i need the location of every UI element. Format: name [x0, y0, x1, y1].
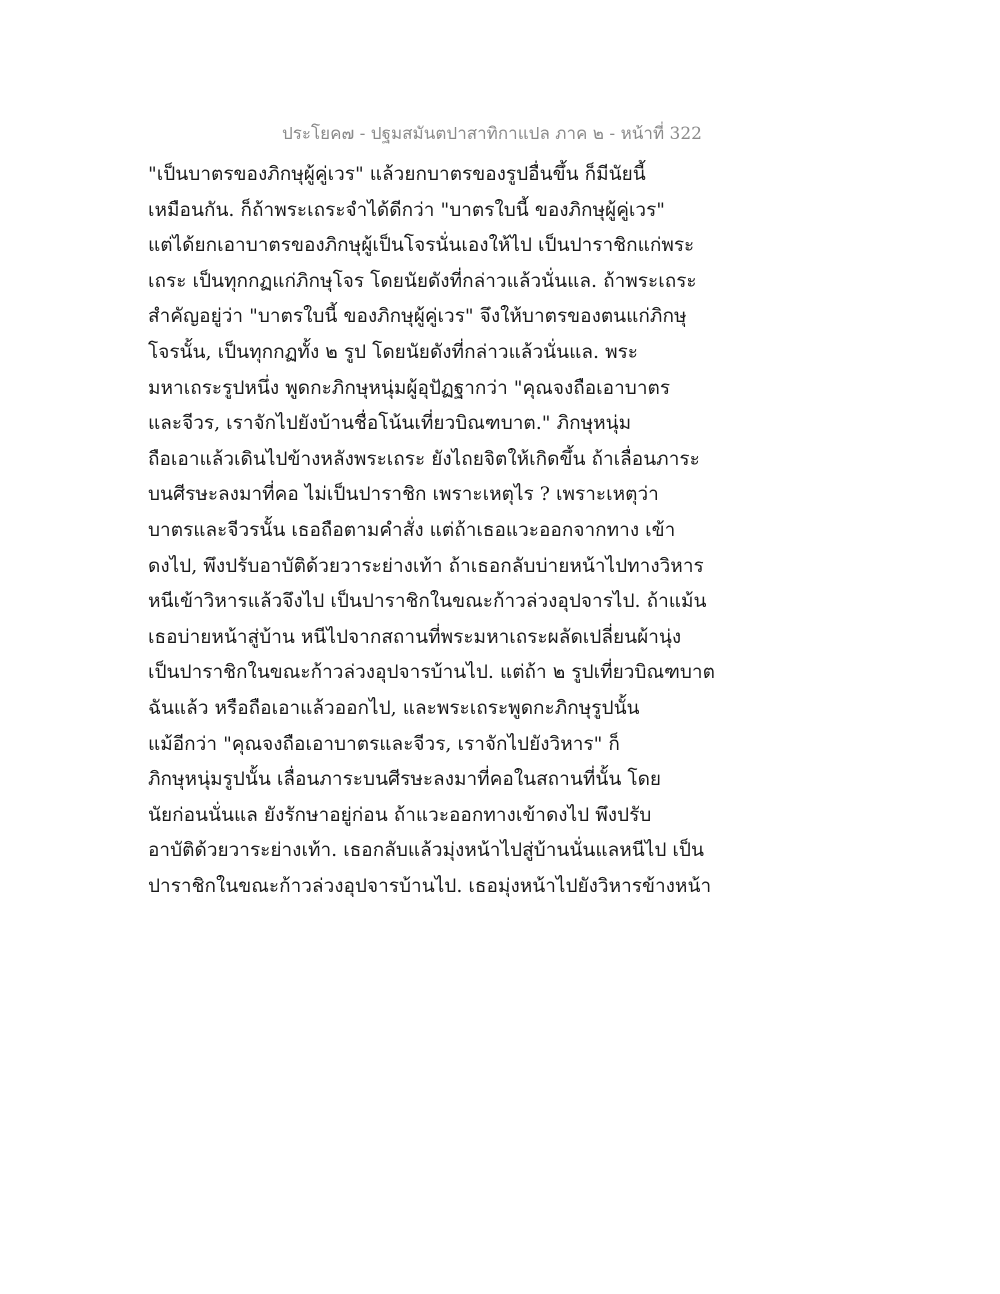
text-line: มหาเถระรูปหนึ่ง พูดกะภิกษุหนุ่มผู้อุปัฏฐากว่า "คุณจงถือเอาบาตร: [148, 376, 671, 399]
text-line: แต่ได้ยกเอาบาตรของภิกษุผู้เป็นโจรนั่นเองให้ไป เป็นปาราชิกแก่พระ: [148, 234, 695, 257]
text-line: อาบัติด้วยวาระย่างเท้า. เธอกลับแล้วมุ่งหน้าไปสู่บ้านนั่นแลหนีไป เป็น: [148, 839, 704, 862]
text-line: แม้อีกว่า "คุณจงถือเอาบาตรและจีวร, เราจักไปยังวิหาร" ก็: [148, 732, 620, 755]
text-line: ดงไป, พึงปรับอาบัติด้วยวาระย่างเท้า ถ้าเธอกลับบ่ายหน้าไปทางวิหาร: [148, 554, 704, 577]
text-line: "เป็นบาตรของภิกษุผู้คู่เวร" แล้วยกบาตรของรูปอื่นขึ้น ก็มีนัยนี้: [148, 163, 646, 185]
body-text: [148, 157, 718, 904]
text-line: และจีวร, เราจักไปยังบ้านชื่อโน้นเที่ยวบิณฑบาต." ภิกษุหนุ่ม: [148, 412, 632, 435]
text-line: ปาราชิกในขณะก้าวล่วงอุปจารบ้านไป. เธอมุ่งหน้าไปยังวิหารข้างหน้า: [148, 874, 712, 897]
text-line: เหมือนกัน. ก็ถ้าพระเถระจำได้ดีกว่า "บาตรใบนี้ ของภิกษุผู้คู่เวร": [148, 198, 666, 221]
text-line: ฉันแล้ว หรือถือเอาแล้วออกไป, และพระเถระพูดกะภิกษุรูปนั้น: [148, 696, 640, 719]
text-line: นัยก่อนนั่นแล ยังรักษาอยู่ก่อน ถ้าแวะออกทางเข้าดงไป พึงปรับ: [148, 803, 652, 826]
text-line: เธอบ่ายหน้าสู่บ้าน หนีไปจากสถานที่พระมหาเถระผลัดเปลี่ยนผ้านุ่ง: [148, 625, 682, 648]
text-line: เถระ เป็นทุกกฏแก่ภิกษุโจร โดยนัยดังที่กล่าวแล้วนั่นแล. ถ้าพระเถระ: [148, 269, 697, 292]
text-line: หนีเข้าวิหารแล้วจึงไป เป็นปาราชิกในขณะก้าวล่วงอุปจารไป. ถ้าแม้น: [148, 590, 707, 613]
text-line: ถือเอาแล้วเดินไปข้างหลังพระเถระ ยังไถยจิตให้เกิดขึ้น ถ้าเลื่อนภาระ: [148, 447, 700, 470]
text-line: บาตรและจีวรนั้น เธอถือตามคำสั่ง แต่ถ้าเธอแวะออกจากทาง เข้า: [148, 518, 676, 541]
text-line: เป็นปาราชิกในขณะก้าวล่วงอุปจารบ้านไป. แต่ถ้า ๒ รูปเที่ยวบิณฑบาต: [148, 661, 715, 684]
text-line: สำคัญอยู่ว่า "บาตรใบนี้ ของภิกษุผู้คู่เวร" จึงให้บาตรของตนแก่ภิกษุ: [148, 305, 687, 328]
text-line: บนศีรษะลงมาที่คอ ไม่เป็นปาราชิก เพราะเหตุไร ? เพราะเหตุว่า: [148, 483, 659, 506]
running-header: ประโยค๗ - ปฐมสมันตปาสาทิกาแปล ภาค ๒ - หน้าที่ 322: [281, 124, 702, 144]
text-line: ภิกษุหนุ่มรูปนั้น เลื่อนภาระบนศีรษะลงมาที่คอในสถานที่นั้น โดย: [148, 768, 662, 791]
text-line: โจรนั้น, เป็นทุกกฏทั้ง ๒ รูป โดยนัยดังที่กล่าวแล้วนั่นแล. พระ: [148, 340, 639, 363]
